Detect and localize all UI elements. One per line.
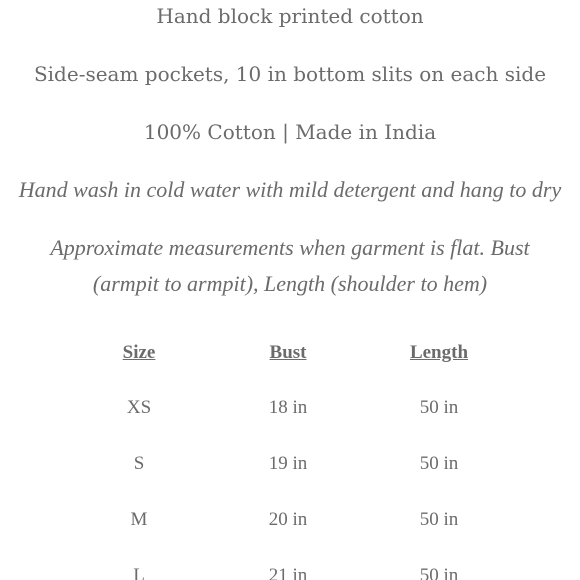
size-cell: XS: [126, 397, 152, 418]
header-length: Length: [409, 342, 469, 363]
length-cell: 50 in: [419, 565, 459, 580]
measurement-note: Approximate measurements when garment is flat. Bust (armpit to armpit), Length (shoulder to hem): [50, 235, 530, 296]
size-cell: M: [130, 509, 148, 530]
table-row: [64, 492, 516, 548]
table-header-row: [64, 326, 516, 380]
size-cell: S: [133, 453, 145, 474]
size-chart-table: [64, 326, 516, 580]
length-cell: 50 in: [419, 397, 459, 418]
header-size: Size: [122, 342, 156, 363]
size-cell: L: [133, 565, 145, 580]
length-cell: 50 in: [419, 453, 459, 474]
material-text: Hand block printed cotton: [156, 4, 424, 28]
pockets-text: Side-seam pockets, 10 in bottom slits on each side: [33, 62, 547, 86]
care-instructions: Hand wash in cold water with mild detergent and hang to dry: [18, 177, 562, 202]
composition-text: 100% Cotton | Made in India: [143, 120, 437, 144]
bust-cell: 20 in: [268, 509, 308, 530]
table-row: [64, 436, 516, 492]
bust-cell: 18 in: [268, 397, 308, 418]
bust-cell: 19 in: [268, 453, 308, 474]
header-bust: Bust: [269, 342, 307, 363]
length-cell: 50 in: [419, 509, 459, 530]
bust-cell: 21 in: [268, 565, 308, 580]
table-row: [64, 548, 516, 580]
table-row: [64, 380, 516, 436]
